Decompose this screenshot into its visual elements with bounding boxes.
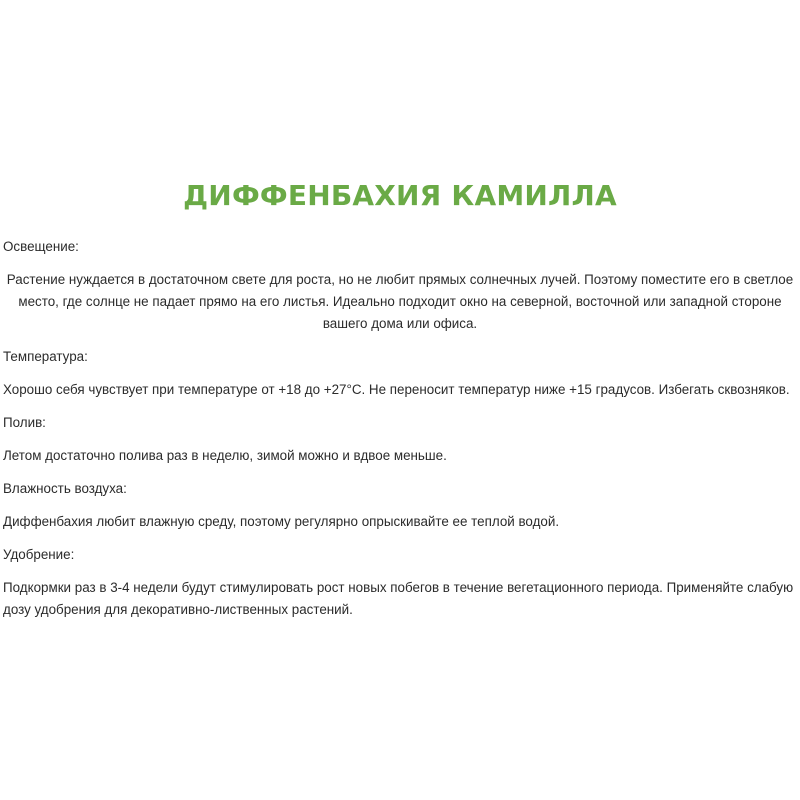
section-text-watering <box>3 445 797 467</box>
section-text-fertilizer <box>3 577 797 621</box>
section-text-humidity <box>3 511 797 533</box>
text-line: место, где солнце не падает прямо на его листья. Идеально подходит окно на северной, восточной или западной стороне <box>18 294 782 309</box>
care-content <box>3 236 797 632</box>
text-line: Растение нуждается в достаточном свете для роста, но не любит прямых солнечных лучей. Поэтому поместите его в светлое <box>6 272 794 287</box>
section-heading-fertilizer: Удобрение: <box>3 547 75 562</box>
section-heading-lighting: Освещение: <box>3 239 79 254</box>
section-text-lighting <box>3 269 797 335</box>
text-line: Подкормки раз в 3-4 недели будут стимулировать рост новых побегов в течение вегетационного периода. Применяйте слабую <box>3 580 794 595</box>
section-heading-humidity: Влажность воздуха: <box>3 481 127 496</box>
page-title: ДИФФЕНБАХИЯ КАМИЛЛА <box>183 179 617 212</box>
text-line: вашего дома или офиса. <box>322 316 478 331</box>
section-text-temperature <box>3 379 797 401</box>
section-heading-watering: Полив: <box>3 415 46 430</box>
section-heading-temperature: Температура: <box>3 349 88 364</box>
text-line: дозу удобрения для декоративно-лиственных растений. <box>3 602 353 617</box>
text-line: Хорошо себя чувствует при температуре от +18 до +27°С. Не переносит температур ниже +15 градусов. Избегать сквозняков. <box>3 382 790 397</box>
text-line: Летом достаточно полива раз в неделю, зимой можно и вдвое меньше. <box>3 448 447 463</box>
text-line: Диффенбахия любит влажную среду, поэтому регулярно опрыскивайте ее теплой водой. <box>3 514 560 529</box>
